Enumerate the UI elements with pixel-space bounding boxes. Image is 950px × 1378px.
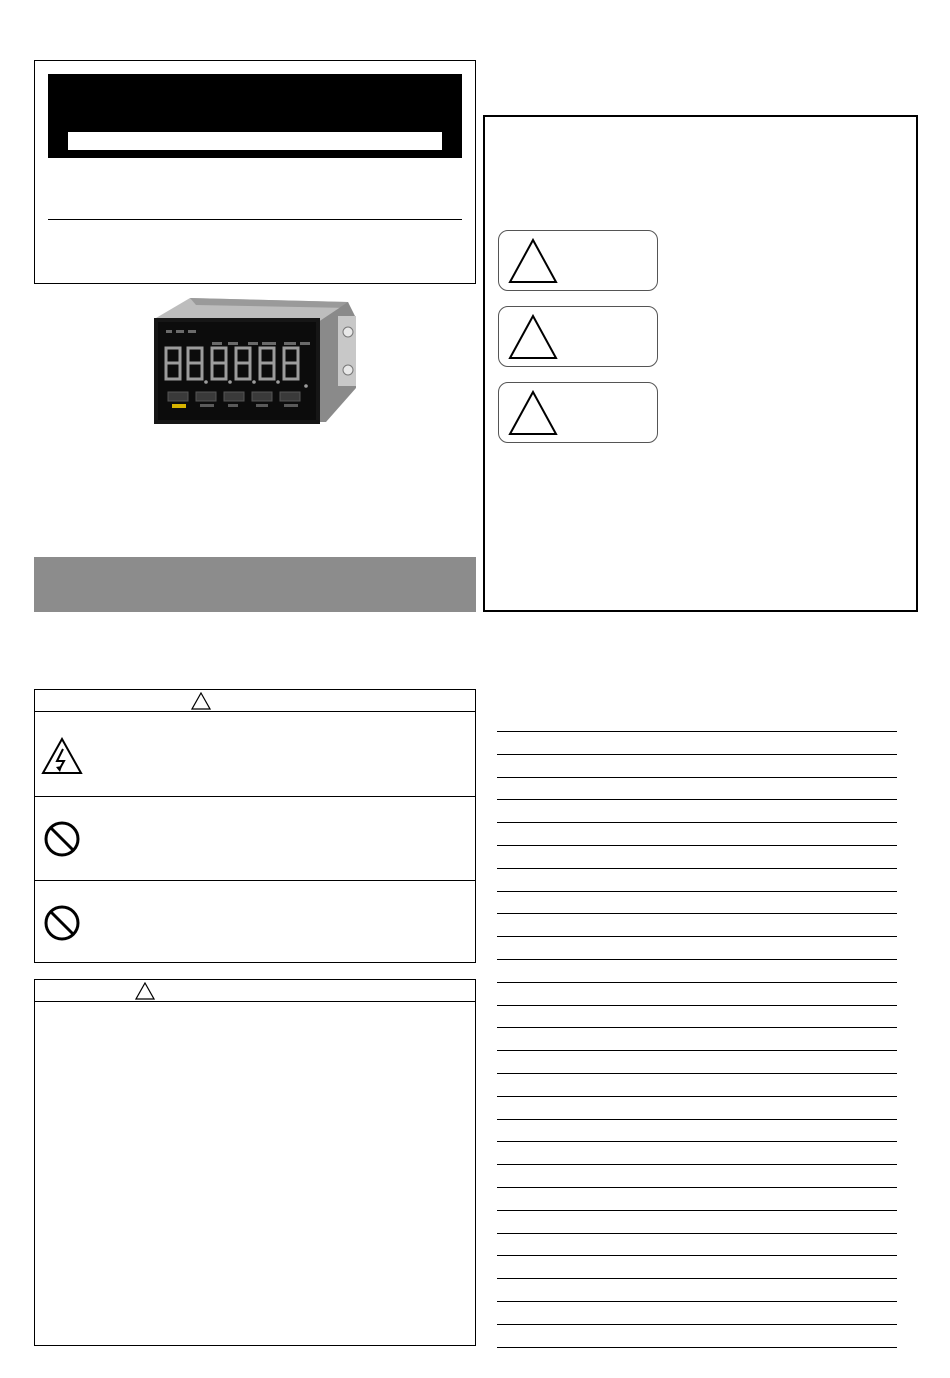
contents-line (497, 1073, 897, 1074)
title-box (34, 60, 476, 284)
contents-line (497, 1301, 897, 1302)
contents-line (497, 845, 897, 846)
warning-row-electric-shock (35, 713, 475, 797)
caution-box (34, 979, 476, 1346)
warning-triangle-icon (507, 237, 559, 285)
contents-line (497, 1210, 897, 1211)
contents-line (497, 1324, 897, 1325)
contents-line (497, 1050, 897, 1051)
contents-line (497, 868, 897, 869)
contents-line (497, 777, 897, 778)
warning-triangle-icon (507, 389, 559, 437)
contents-line (497, 982, 897, 983)
prohibition-icon (41, 903, 83, 943)
title-divider (48, 219, 462, 220)
contents-line (497, 1255, 897, 1256)
contents-line (497, 1347, 897, 1348)
signal-card-warning (498, 306, 658, 367)
warning-table-header (35, 690, 475, 712)
warning-table (34, 689, 476, 963)
warning-row-prohibition-1 (35, 797, 475, 881)
contents-list (497, 731, 897, 1351)
contents-line (497, 754, 897, 755)
contents-line (497, 1233, 897, 1234)
signal-card-caution (498, 382, 658, 443)
prohibition-icon (41, 819, 83, 859)
contents-line (497, 913, 897, 914)
warning-triangle-icon (191, 692, 211, 710)
contents-line (497, 1187, 897, 1188)
title-banner (48, 74, 462, 158)
contents-line (497, 1278, 897, 1279)
warning-triangle-icon (507, 313, 559, 361)
product-image (150, 296, 365, 431)
contents-line (497, 1005, 897, 1006)
contents-line (497, 1164, 897, 1165)
contents-line (497, 959, 897, 960)
contents-line (497, 1096, 897, 1097)
contents-line (497, 799, 897, 800)
contents-line (497, 731, 897, 732)
contents-line (497, 1027, 897, 1028)
section-header-bar (34, 557, 476, 612)
contents-line (497, 822, 897, 823)
title-banner-bar (68, 132, 442, 150)
warning-row-prohibition-2 (35, 881, 475, 963)
safety-notice-box (483, 115, 918, 612)
warning-triangle-icon (135, 982, 155, 1000)
contents-line (497, 1141, 897, 1142)
electric-shock-icon (41, 737, 83, 775)
contents-line (497, 891, 897, 892)
caution-header (35, 980, 475, 1002)
signal-card-danger (498, 230, 658, 291)
contents-line (497, 936, 897, 937)
panel-meter-illustration (150, 296, 365, 431)
contents-line (497, 1119, 897, 1120)
